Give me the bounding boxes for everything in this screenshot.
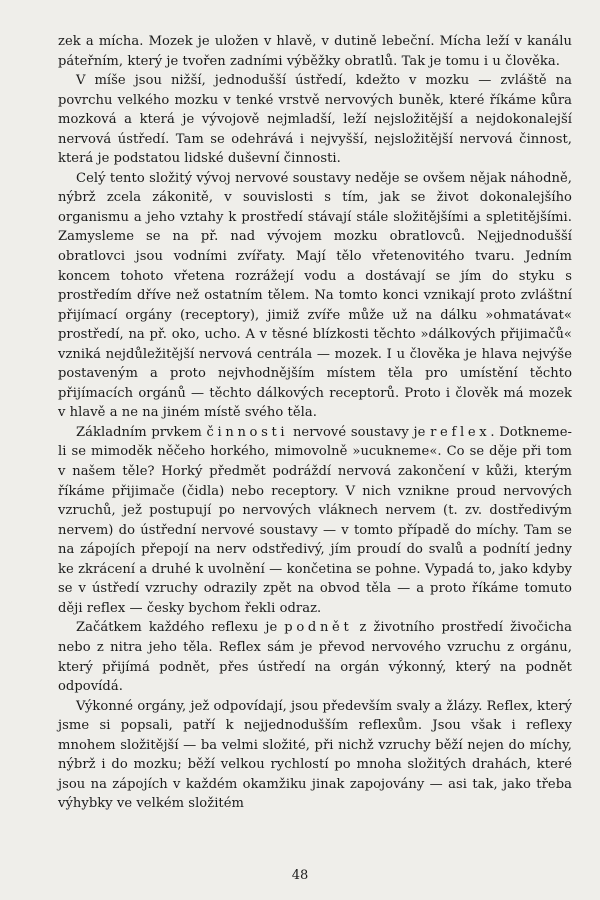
paragraph-stimulus bbox=[58, 618, 572, 696]
stimulus-text-rest: z životního prostředí živočicha nebo z nitra jeho těla. Reflex sám je převod nervového vzruchu z orgánu, který přijímá podnět, přes ústředí na orgán výkonný, který na podnět odpovídá. bbox=[58, 620, 572, 695]
reflex-text-rest: . Dotkneme-li se mimoděk něčeho horkého, mimovolně »ucukneme«. Co se děje při tom v našem těle? Horký předmět podráždí nervová zakončení v kůži, kterým říkáme přijimače (čidla) nebo receptory. V nich vznikne proud nervových vzruchů, jež postupují po nervových vláknech nervem (t. zv. dostředivým nervem) do ústřední nervové soustavy — v tomto případě do míchy. Tam se na zápojích přepojí na nerv odstředivý, jím proudí do svalů a podnítí jedny ke zkrácení a druhé k uvolnění — končetina se pohne. Vypadá to, jako kdyby se v ústředí vzruchy odrazily zpět na obvod těla — a proto říkáme tomuto ději reflex — česky bychom řekli odraz. bbox=[58, 424, 572, 616]
page-number: 48 bbox=[291, 868, 309, 883]
paragraph-brain-spinal-cord: zek a mícha. Mozek je uložen v hlavě, v dutině lebeční. Mícha leží v kanálu páteřním, který je tvořen zadními výběžky obratlů. Tak je tomu i u člověka. bbox=[58, 34, 572, 69]
reflex-text-middle: nervové soustavy je bbox=[288, 424, 431, 440]
emphasized-term-reflex: reflex bbox=[430, 424, 491, 440]
paragraph-nervous-evolution: Celý tento složitý vývoj nervové soustavy neděje se ovšem nějak náhodně, nýbrž zcela zákonitě, v souvislosti s tím, jak se život dokonalejšího organismu a jeho vztahy k prostředí stávají stále složitějšími a spletitějšími. Zamysleme se na př. nad vývojem mozku obratlovců. Nejjednodušší obratlovci jsou vodními zvířaty. Mají tělo vřetenovitého tvaru. Jedním koncem tohoto vřetena rozrážejí vodu a dostávají se jím do styku s prostředím dříve než ostatním tělem. Na tomto konci vznikají proto zvláštní přijímací orgány (receptory), jimiž zvíře může už na dálku »ohmatávat« prostředí, na př. oko, ucho. A v těsné blízkosti těchto »dálkových přijimačů« vzniká nejdůležitější nervová centrála — mozek. I u člověka je hlava nejvýše postaveným a proto nejvhodnějším místem těla pro umístění těchto přijímacích orgánů — těchto dálkových receptorů. Proto i člověk má mozek v hlavě a ne na jiném místě svého těla. bbox=[58, 170, 572, 421]
reflex-text-start: Základním prvkem bbox=[76, 424, 207, 440]
paragraph-nerve-centers: V míše jsou nižší, jednodušší ústředí, kdežto v mozku — zvláště na povrchu velkého mozku v tenké vrstvě nervových buněk, které říkáme kůra mozková a která je vývojově nejmladší, leží nejsložitější a nejdokonalejší nervová ústředí. Tam se odehrává i nejvyšší, nejsložitější nervová činnost, která je podstatou lidské duševní činnosti. bbox=[58, 73, 572, 167]
stimulus-text-start: Začátkem každého reflexu je bbox=[76, 620, 285, 636]
paragraph-reflex-definition bbox=[58, 423, 572, 618]
emphasized-term-cinnosti: činnosti bbox=[206, 424, 289, 440]
paragraph-effector-organs: Výkonné orgány, jež odpovídají, jsou především svaly a žlázy. Reflex, který jsme si popsali, patří k nejjednodušším reflexům. Jsou však i reflexy mnohem složitější — ba velmi složité, při nichž vzruchy běží nejen do míchy, nýbrž i do mozku; běží velkou rychlostí po mnoha složitých drahách, které jsou na zápojích v každém okamžiku jinak zapojovány — asi tak, jako třeba výhybky ve velkém složitém bbox=[58, 698, 572, 812]
emphasized-term-podnet: podnět bbox=[284, 620, 353, 636]
